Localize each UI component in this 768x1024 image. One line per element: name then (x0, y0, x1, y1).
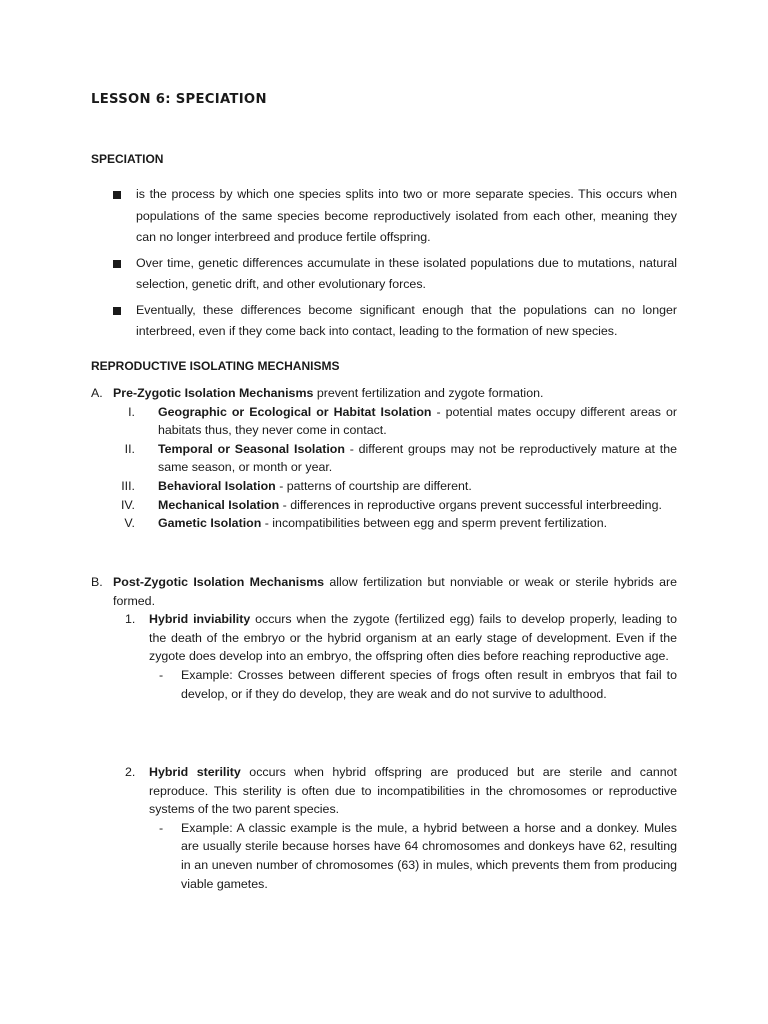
post-zygotic-section (91, 573, 677, 703)
bullet-item: Over time, genetic differences accumulate in these isolated populations due to mutations, natural selection, genetic drift, and other evolutionary forces. (91, 253, 677, 296)
post-zygotic-section-2 (91, 763, 677, 893)
lesson-title: LESSON 6: SPECIATION (91, 92, 267, 107)
speciation-bullet-list (91, 184, 677, 347)
example-item: - Example: Crosses between different species of frogs often result in embryos that fail to develop, or if they do develop, they are weak and do not survive to adulthood. (159, 667, 677, 701)
post-zygotic-mechanism: 1. Hybrid inviability occurs when the zygote (fertilized egg) fails to develop properly, leading to the death of the embryo or the hybrid organism at an early stage of development. Even if the zygote does develop into an embryo, the offspring often dies before reaching reproductive age. - Example: Crosses between different species of frogs often result in embryos that fail to develop, or if they do develop, they are weak and do not survive to adulthood. (91, 610, 677, 703)
post-zygotic-list (91, 610, 677, 703)
square-bullet-icon (113, 260, 121, 268)
pre-zygotic-mechanism: III. Behavioral Isolation - patterns of courtship are different. (121, 478, 472, 493)
pre-zygotic-mechanism: V. Gametic Isolation - incompatibilities between egg and sperm prevent fertilization. (124, 516, 608, 531)
bullet-item: Eventually, these differences become significant enough that the populations can no longer interbreed, even if they come back into contact, leading to the formation of new species. (91, 300, 677, 343)
post-zygotic-list-2 (91, 763, 677, 893)
pre-zygotic-mechanism: II. Temporal or Seasonal Isolation - different groups may not be reproductively mature at the same season, or month or year. (124, 441, 678, 475)
post-zygotic-term: Post-Zygotic Isolation Mechanisms (113, 575, 325, 589)
post-zygotic-mechanism: 2. Hybrid sterility occurs when hybrid offspring are produced but are sterile and cannot reproduce. This sterility is often due to incompatibilities in the chromosomes or reproductive systems of the two parent species. - Example: A classic example is the mule, a hybrid between a horse and a donkey. Mules are usually sterile because horses have 64 chromosomes and donkeys have 62, resulting in an uneven number of chromosomes (63) in mules, which prevents them from producing viable gametes. (91, 763, 677, 893)
example-item: - Example: A classic example is the mule, a hybrid between a horse and a donkey. Mules are usually sterile because horses have 64 chromosomes and donkeys have 62, resulting in an uneven number of chromosomes (63) in mules, which prevents them from producing viable gametes. (159, 820, 677, 891)
pre-zygotic-mechanism: IV. Mechanical Isolation - differences in reproductive organs prevent successful interbreeding. (120, 497, 662, 512)
post-zygotic-item: B. Post-Zygotic Isolation Mechanisms allow fertilization but nonviable or weak or sterile hybrids are formed. (91, 575, 677, 608)
rim-heading: REPRODUCTIVE ISOLATING MECHANISMS (91, 359, 340, 373)
pre-zygotic-mechanism: I. Geographic or Ecological or Habitat Isolation - potential mates occupy different areas or habitats thus, they never come in contact. (128, 404, 677, 438)
square-bullet-icon (113, 307, 121, 315)
pre-zygotic-section (91, 384, 677, 533)
speciation-heading: SPECIATION (91, 152, 164, 166)
list-marker: A. (91, 386, 103, 400)
pre-zygotic-list (91, 403, 677, 533)
pre-zygotic-item: A. Pre-Zygotic Isolation Mechanisms prevent fertilization and zygote formation. (91, 384, 677, 403)
bullet-item: is the process by which one species splits into two or more separate species. This occurs when populations of the same species become reproductively isolated from each other, meaning they can no longer interbreed and produce fertile offspring. (91, 184, 677, 249)
square-bullet-icon (113, 191, 121, 199)
list-marker: B. (91, 575, 103, 589)
pre-zygotic-term: Pre-Zygotic Isolation Mechanisms (113, 386, 314, 400)
